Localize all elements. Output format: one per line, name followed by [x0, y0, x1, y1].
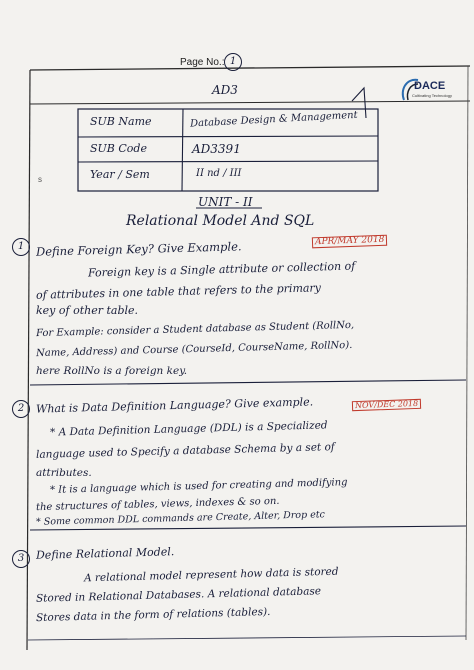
- question-1-line-1: Foreign key is a Single attribute or collection of: [87, 259, 356, 280]
- question-1-tag: APR/MAY 2018: [312, 235, 388, 249]
- page-number-value: 1: [224, 53, 242, 71]
- unit-title: UNIT - II: [198, 195, 253, 209]
- question-1-line-3: key of other table.: [36, 304, 139, 317]
- table-value-name: Database Design & Management: [189, 109, 358, 130]
- table-label-code: SUB Code: [90, 142, 147, 155]
- logo-tagline: Cultivating Technology: [412, 93, 452, 98]
- table-label-name: SUB Name: [90, 115, 152, 128]
- table-value-code: AD3391: [192, 142, 241, 156]
- question-3-line-3: Stores data in the form of relations (tables).: [35, 605, 271, 625]
- question-2-line-3: attributes.: [36, 467, 92, 479]
- corner-mark: [354, 88, 363, 102]
- table-label-year: Year / Sem: [90, 168, 150, 181]
- subject-code-header: AD3: [212, 83, 238, 97]
- question-3-line-2: Stored in Relational Databases. A relational database: [35, 585, 322, 605]
- question-2-line-2: language used to Specify a database Schema by a set of: [35, 441, 335, 461]
- question-1-line-2: of attributes in one table that refers to the primary: [35, 281, 322, 302]
- left-margin-mark: s: [38, 175, 42, 184]
- logo-name: DACE: [414, 80, 446, 92]
- question-2-text: What is Data Definition Language? Give example.: [35, 395, 314, 416]
- question-1-line-5: Name, Address) and Course (CourseId, CourseName, RollNo).: [35, 339, 353, 360]
- question-1-line-6: here RollNo is a foreign key.: [36, 365, 188, 377]
- question-2-line-1: * A Data Definition Language (DDL) is a Specialized: [49, 419, 328, 439]
- page-number-label: Page No.:: [180, 57, 225, 68]
- question-2-line-6: * Some common DDL commands are Create, Alter, Drop etc: [35, 509, 326, 528]
- question-number-1: 1: [12, 238, 30, 256]
- question-3-text: Define Relational Model.: [35, 545, 175, 562]
- question-1-text: Define Foreign Key? Give Example.: [35, 239, 242, 259]
- college-logo: [398, 74, 462, 104]
- question-2-tag: NOV/DEC 2018: [352, 399, 421, 411]
- question-1-line-4: For Example: consider a Student database as Student (RollNo,: [35, 319, 355, 340]
- table-value-year: II nd / III: [196, 168, 242, 179]
- unit-subtitle: Relational Model And SQL: [126, 213, 315, 229]
- question-2-line-4: * It is a language which is used for creating and modifying: [49, 477, 348, 496]
- question-2-line-5: the structures of tables, views, indexes & so on.: [35, 495, 280, 514]
- question-number-3: 3: [12, 550, 30, 568]
- question-3-line-1: A relational model represent how data is stored: [83, 565, 339, 585]
- question-number-2: 2: [12, 400, 30, 418]
